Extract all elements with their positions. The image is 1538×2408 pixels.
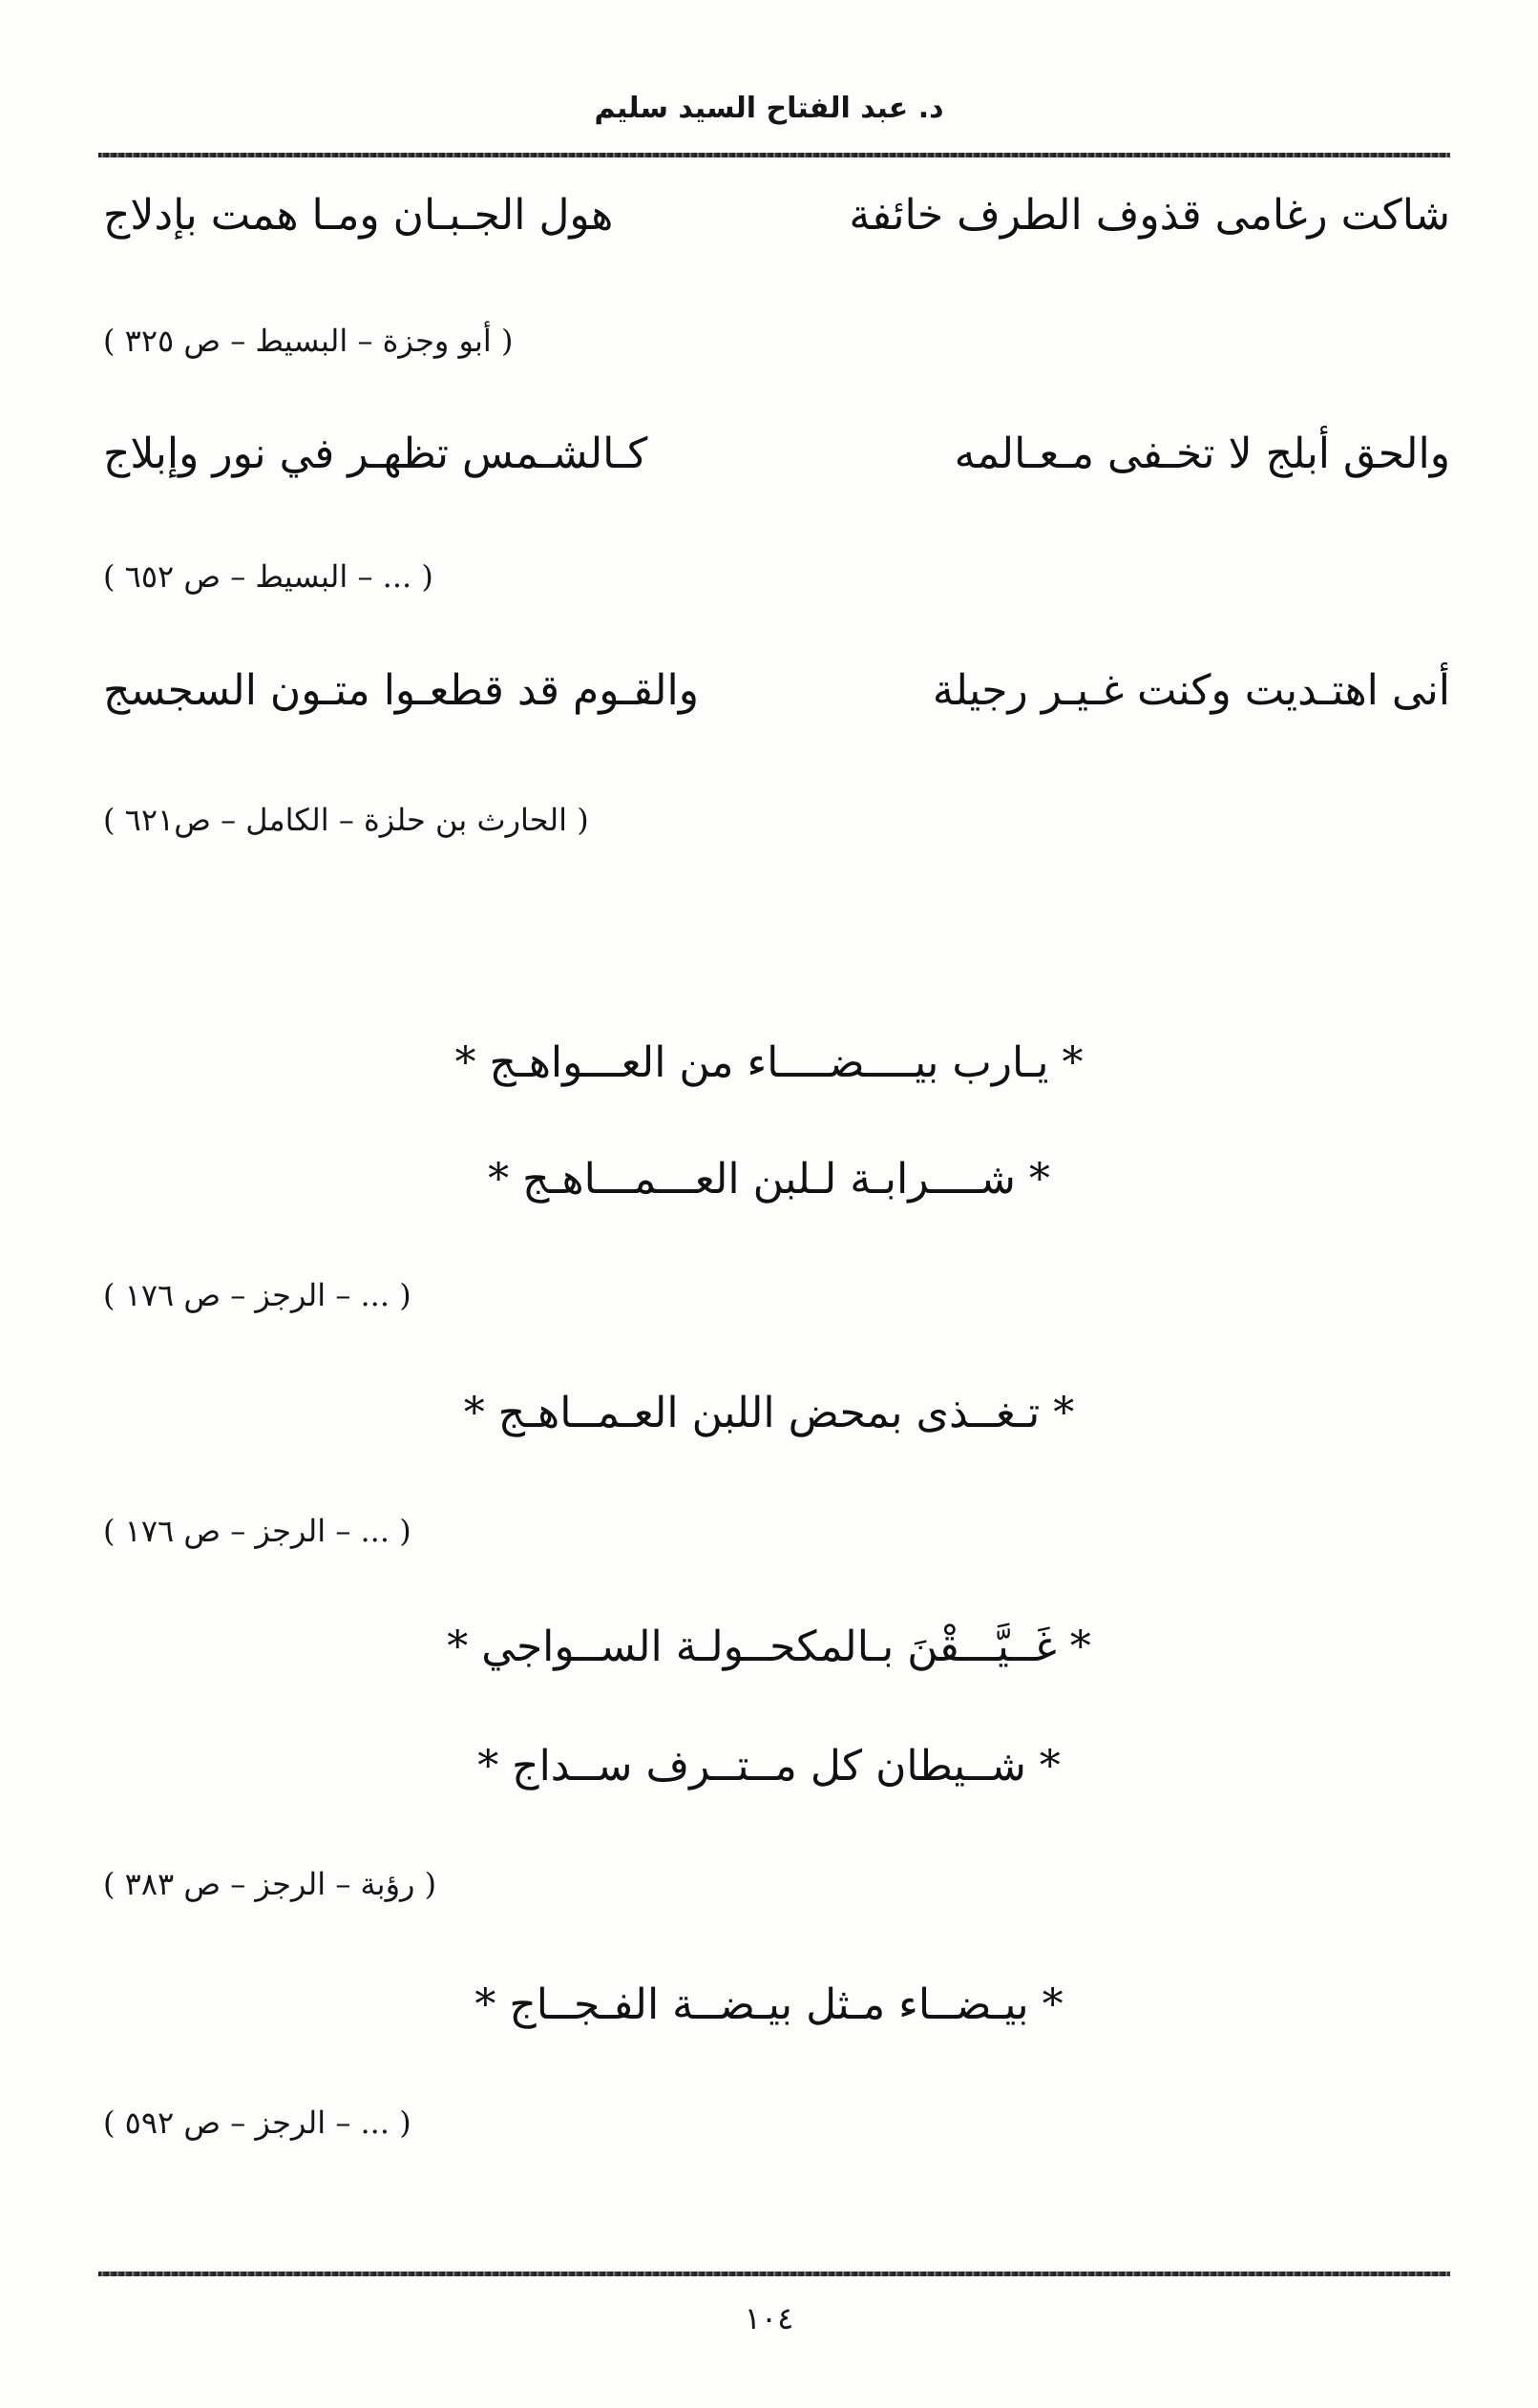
couplet-1-citation: ( أبو وجزة – البسيط – ص ٣٢٥ )	[103, 323, 514, 359]
rajaz-line-4: * غَــيَّـــقْنَ بـالمكحــولـة الســواجي *	[447, 1623, 1091, 1671]
rajaz-citation-1: ( ... – الرجز – ص ١٧٦ )	[103, 1277, 411, 1313]
rajaz-line-6: * بيـضــاء مـثل بيـضــة الفـجــاج *	[474, 1980, 1064, 2029]
page-number: ١٠٤	[744, 2300, 794, 2336]
rajaz-citation-3: ( رؤبة – الرجز – ص ٣٨٣ )	[103, 1866, 437, 1902]
footer-divider	[98, 2272, 1450, 2276]
couplet-2-citation: ( ... – البسيط – ص ٦٥٢ )	[103, 558, 433, 595]
couplet-3-second-hemistich: والقـوم قد قطعـوا متـون السجسج	[103, 666, 699, 715]
running-header-author: د. عبد الفتاح السيد سليم	[594, 92, 944, 125]
couplet-3-first-hemistich: أنى اهتـديت وكنت غـيـر رجيلة	[932, 666, 1450, 715]
couplet-1-first-hemistich: شاكت رغامى قذوف الطرف خائفة	[849, 191, 1450, 240]
couplet-2-first-hemistich: والحق أبلج لا تخـفى مـعـالمه	[954, 429, 1450, 478]
rajaz-citation-2: ( ... – الرجز – ص ١٧٦ )	[103, 1513, 411, 1549]
couplet-1-second-hemistich: هول الجـبـان ومـا همت بإدلاج	[103, 191, 614, 240]
header-divider	[98, 153, 1450, 157]
couplet-2-second-hemistich: كـالشـمس تظهـر في نور وإبلاج	[103, 429, 648, 478]
rajaz-citation-4: ( ... – الرجز – ص ٥٩٢ )	[103, 2104, 411, 2141]
rajaz-line-1: * يـارب بيــــضــــاء من العـــواهـج *	[454, 1038, 1084, 1087]
rajaz-line-3: * تـغــذى بمحض اللبن العـمــاهـج *	[463, 1389, 1075, 1437]
rajaz-line-2: * شــــرابـة لـلبن العـــمـــاهـج *	[488, 1155, 1050, 1204]
couplet-3-citation: ( الحارث بن حلزة – الكامل – ص٦٢١ )	[103, 802, 589, 838]
rajaz-line-5: * شــيطان كل مــتــرف ســداج *	[477, 1742, 1061, 1790]
